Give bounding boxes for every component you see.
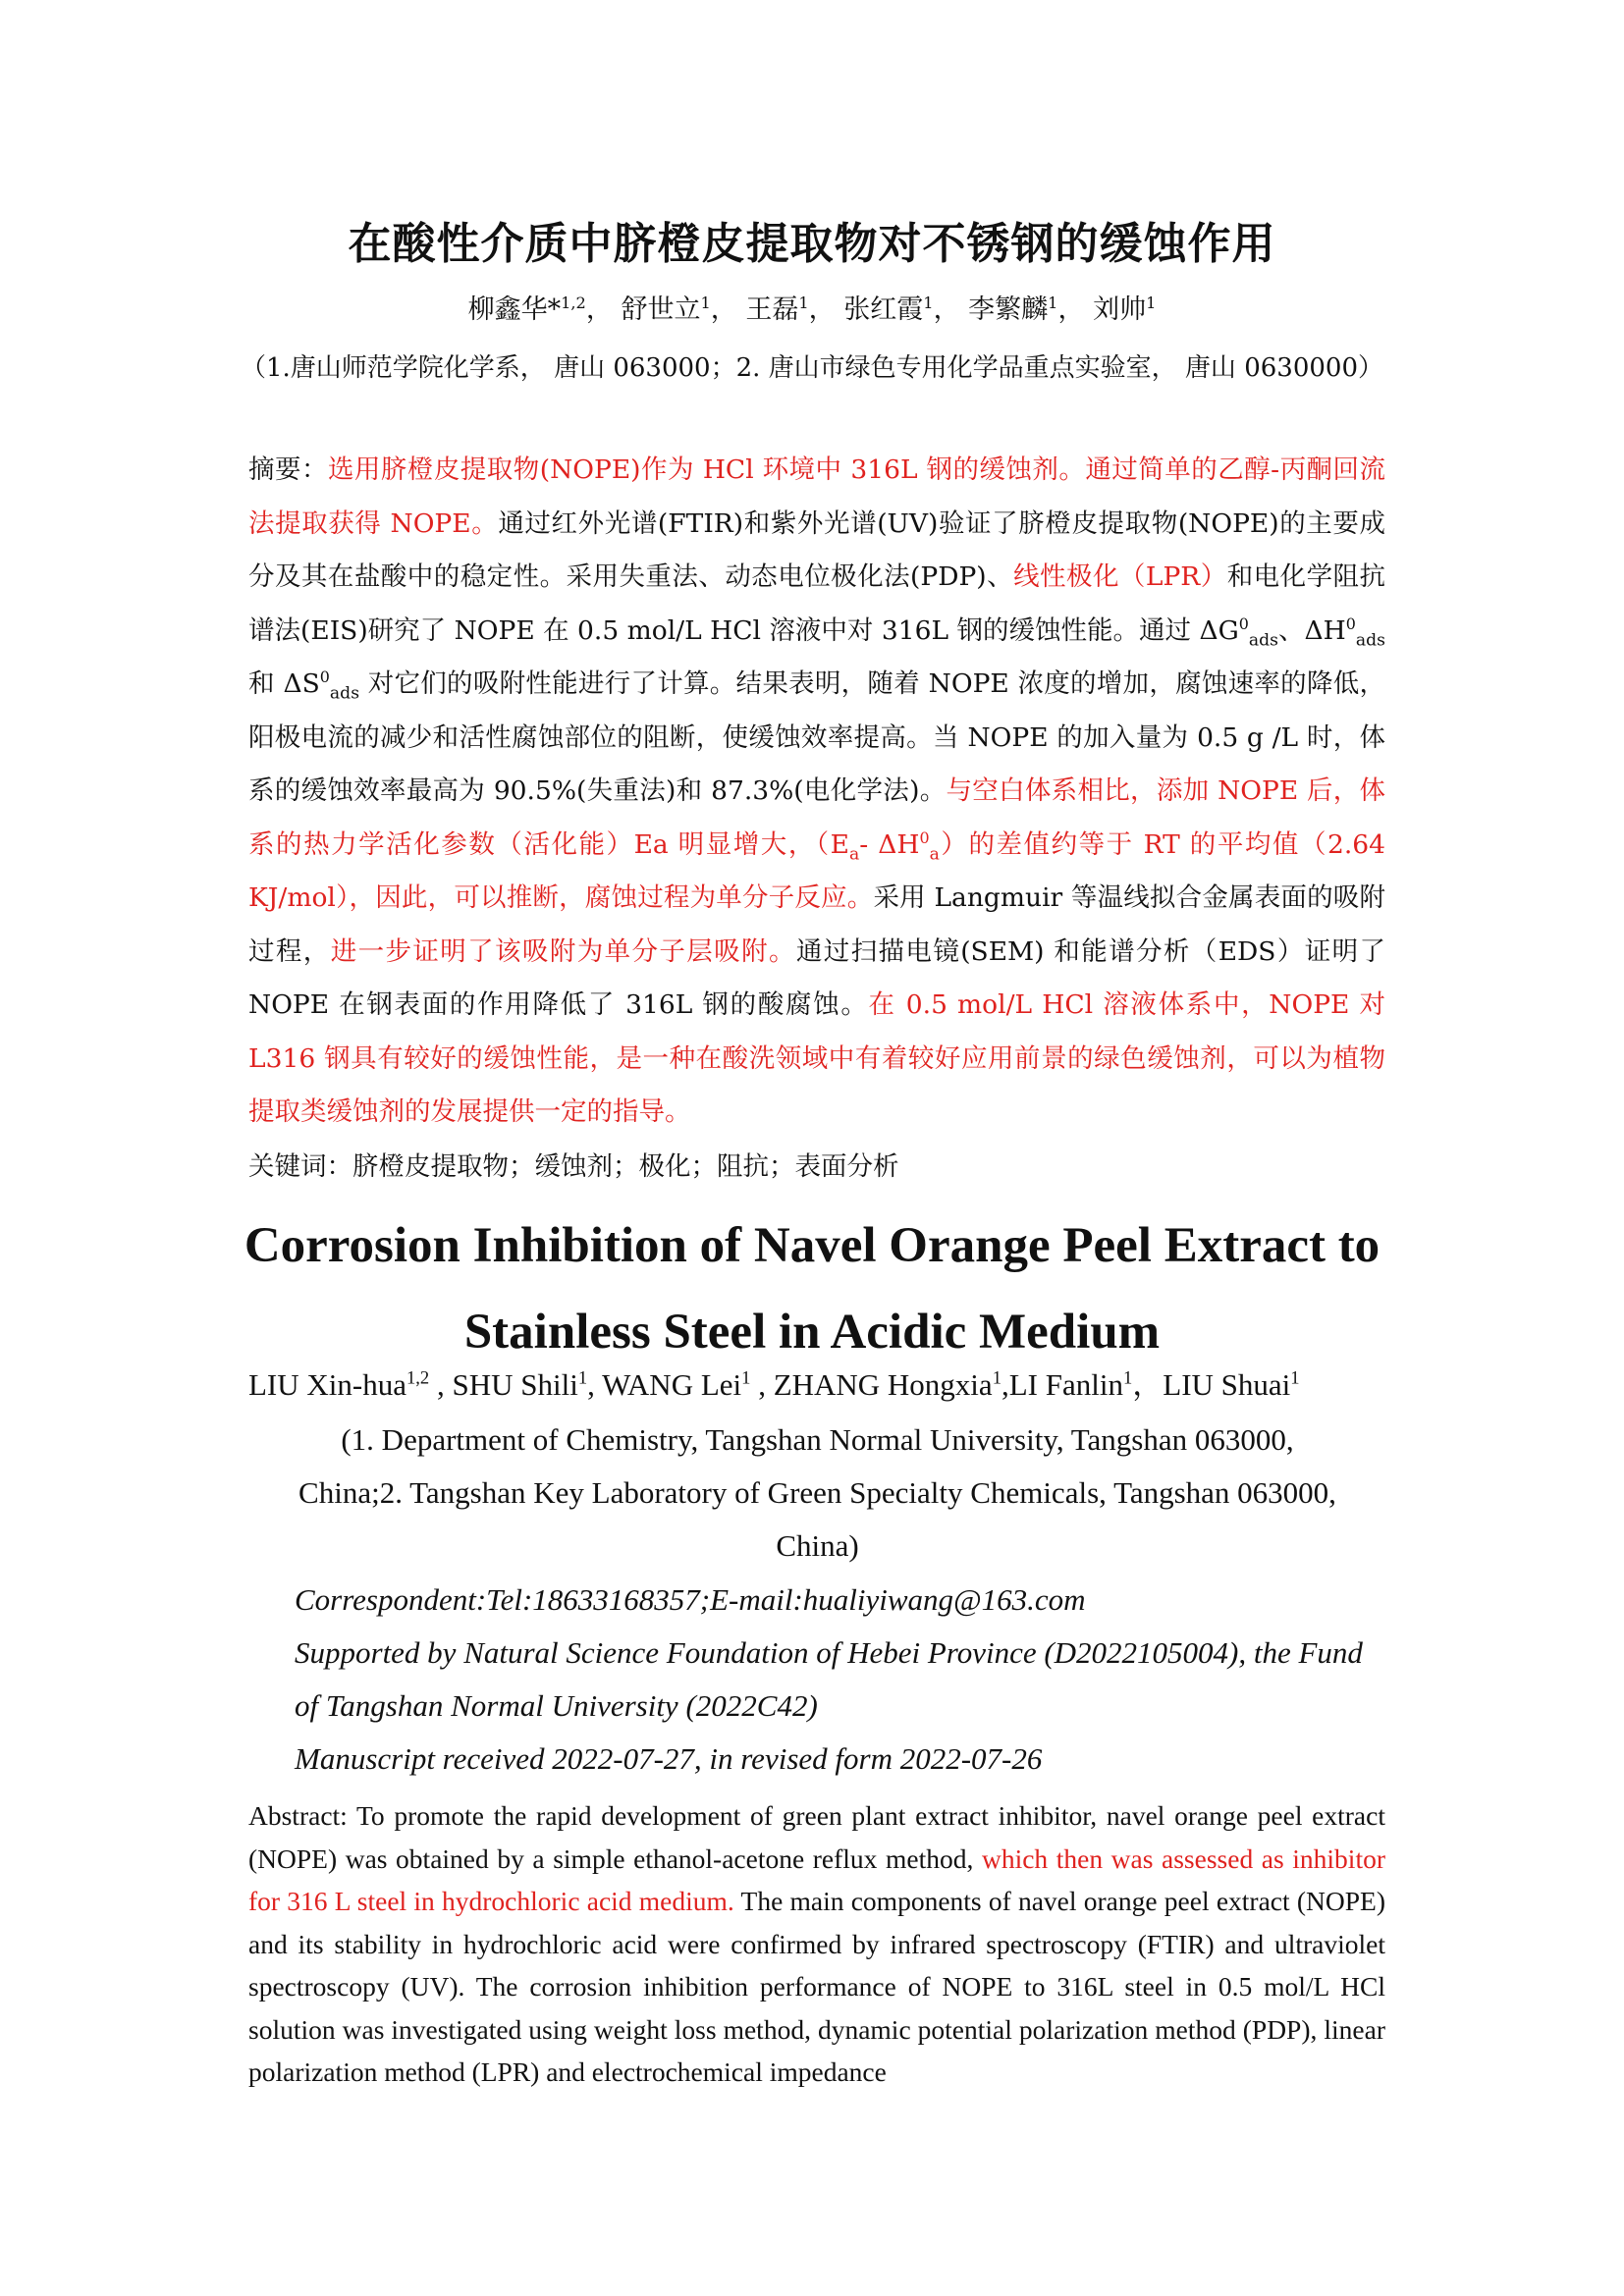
abstract-text: Abstract: To promote the rapid development of green plant extract inhibitor, navel orange peel extract (NOPE) was obtained by a simple ethanol-acetone reflux method, — [248, 1800, 1385, 1874]
author-name: LIU Shuai — [1163, 1367, 1291, 1402]
abstract-text: 通过扫描电镜(SEM) 和能谱分析（EDS）证明了 NOPE 在钢表面的作用降低了 316L 钢的酸腐蚀。 — [248, 935, 1386, 1020]
english-abstract — [248, 1794, 1385, 2094]
subscript: ads — [1355, 629, 1386, 650]
english-title-line: Corrosion Inhibition of Navel Orange Peel Extract to — [244, 1218, 1380, 1273]
chinese-abstract — [248, 444, 1385, 1140]
abstract-highlight-part: 与空白体系相比，添加 NOPE 后，体系的热力学活化参数（活化能）Ea 明显增大，（E — [248, 775, 1385, 860]
abstract-text: 和电化学阻抗谱法(EIS)研究了 NOPE 在 0.5 mol/L HCl 溶液中对 316L 钢的缓蚀性能。通过 — [248, 561, 1385, 646]
funding-note: Supported by Natural Science Foundation of Hebei Province (D2022105004), the Fund of Tangshan Normal University (2022C42) — [295, 1635, 1363, 1723]
delta-g: ΔG — [1199, 614, 1239, 646]
abstract-text: 通过红外光谱(FTIR)和紫外光谱(UV)验证了脐橙皮提取物(NOPE)的主要成分及其在盐酸中的稳定性。采用失重法、动态电位极化法(PDP)、 — [248, 507, 1386, 592]
abstract-highlight: 进一步证明了该吸附为单分子层吸附。 — [330, 935, 796, 967]
chinese-title: 在酸性介质中脐橙皮提取物对不锈钢的缓蚀作用 — [348, 219, 1276, 269]
author-name: 柳鑫华* — [467, 294, 562, 325]
manuscript-dates: Manuscript received 2022-07-27, in revised form 2022-07-26 — [295, 1741, 1043, 1776]
author-affil-mark: 1 — [992, 1367, 1001, 1389]
delta-s: ΔS — [283, 668, 320, 699]
conjunction: 和 — [248, 668, 284, 699]
author-name: 刘帅 — [1093, 294, 1147, 325]
author-affil-mark: 1 — [923, 294, 934, 312]
author-name: 李繁麟 — [968, 294, 1049, 325]
abstract-highlight-part: ）的差值约等于 RT 的平均值（2.64 KJ/mol），因此，可以推断，腐蚀过程为单分子反应。 — [248, 828, 1385, 913]
chinese-authors — [0, 288, 1624, 326]
abstract-highlight: which then was assessed as inhibitor for 316 L steel in hydrochloric acid medium. — [248, 1842, 1385, 1916]
author-name: 张红霞 — [843, 294, 924, 325]
abstract-text: The main components of navel orange peel extract (NOPE) and its stability in hydrochloric acid were confirmed by infrared spectroscopy (FTIR) and ultraviolet spectroscopy (UV). The corrosion inhibition performance of NOPE to 316L steel in 0.5 mol/L HCl solution was investigated using weight loss method, dynamic potential polarization method (PDP), linear polarization method (LPR) and electrochemical impedance — [248, 1886, 1385, 2087]
abstract-highlight-part: - ΔH — [859, 828, 920, 860]
author-affil-mark: 1 — [1122, 1367, 1133, 1389]
author-affil-mark: 1 — [1290, 1367, 1300, 1389]
english-affiliation: (1. Department of Chemistry, Tangshan Normal University, Tangshan 063000, China;2. Tangshan Key Laboratory of Green Specialty Chemicals, Tangshan 063000, China) — [298, 1422, 1336, 1563]
delta-h: ΔH — [1304, 614, 1346, 646]
author-separator: , — [1001, 1367, 1009, 1402]
superscript: 0 — [319, 667, 330, 687]
author-name: 舒世立 — [621, 294, 701, 325]
chinese-keywords: 关键词：脐橙皮提取物；缓蚀剂；极化；阻抗；表面分析 — [248, 1151, 899, 1182]
author-affil-mark: 1 — [741, 1367, 751, 1389]
abstract-text: 对它们的吸附性能进行了计算。结果表明，随着 NOPE 浓度的增加，腐蚀速率的降低，阳极电流的减少和活性腐蚀部位的阻断，使缓蚀效率提高。当 NOPE 的加入量为 0.5 g /L 时，体系的缓蚀效率最高为 90.5%(失重法)和 87.3%(电化学法)。 — [248, 668, 1385, 806]
author-separator: ， — [710, 294, 737, 325]
superscript: 0 — [1345, 614, 1356, 633]
author-name: ZHANG Hongxia — [773, 1367, 993, 1402]
abstract-text: 采用 Langmuir 等温线拟合金属表面的吸附过程， — [248, 882, 1385, 967]
separator: 、 — [1278, 614, 1305, 646]
author-separator: , — [750, 1367, 774, 1402]
abstract-highlight: 选用脐橙皮提取物(NOPE)作为 HCl 环境中 316L 钢的缓蚀剂。通过简单的乙醇-丙酮回流法提取获得 NOPE。 — [248, 454, 1386, 539]
correspondent-line: Correspondent:Tel:18633168357;E-mail:hualiyiwang@163.com — [295, 1582, 1086, 1617]
abstract-label: 摘要： — [248, 454, 328, 485]
author-name: 王磊 — [745, 294, 799, 325]
author-affil-mark: 1 — [798, 294, 809, 312]
english-authors — [248, 1360, 1387, 1404]
author-separator: , — [587, 1367, 603, 1402]
author-name: LIU Xin-hua — [248, 1367, 406, 1402]
author-name: WANG Lei — [602, 1367, 742, 1402]
author-name: SHU Shili — [452, 1367, 578, 1402]
author-affil-mark: 1 — [1146, 294, 1157, 312]
chinese-affiliation: （1.唐山师范学院化学系， 唐山 063000；2. 唐山市绿色专用化学品重点实验室， 唐山 0630000） — [241, 353, 1383, 383]
abstract-highlight: 线性极化（LPR） — [1013, 561, 1227, 592]
author-separator: ， — [1132, 1367, 1164, 1402]
abstract-highlight: 在 0.5 mol/L HCl 溶液体系中，NOPE 对 L316 钢具有较好的缓蚀性能，是一种在酸洗领域中有着较好应用前景的绿色缓蚀剂，可以为植物提取类缓蚀剂的发展提供一定的指导。 — [248, 989, 1386, 1127]
author-separator: ， — [933, 294, 960, 325]
english-title-line: Stainless Steel in Acidic Medium — [463, 1305, 1161, 1360]
author-name: LI Fanlin — [1008, 1367, 1123, 1402]
english-title — [236, 1202, 1388, 1375]
author-affil-mark: 1 — [1048, 294, 1058, 312]
author-separator: , — [429, 1367, 453, 1402]
superscript: 0 — [1238, 614, 1249, 633]
author-affil-mark: 1 — [700, 294, 711, 312]
superscript: 0 — [919, 828, 930, 847]
author-affil-mark: 1,2 — [561, 294, 586, 312]
author-separator: ， — [585, 294, 613, 325]
subscript: a — [849, 843, 860, 864]
subscript: a — [929, 843, 940, 864]
subscript: ads — [1248, 629, 1278, 650]
author-separator: ， — [808, 294, 836, 325]
author-affil-mark: 1 — [577, 1367, 588, 1389]
subscript: ads — [329, 683, 360, 704]
author-separator: ， — [1057, 294, 1085, 325]
author-affil-mark: 1,2 — [406, 1367, 430, 1389]
